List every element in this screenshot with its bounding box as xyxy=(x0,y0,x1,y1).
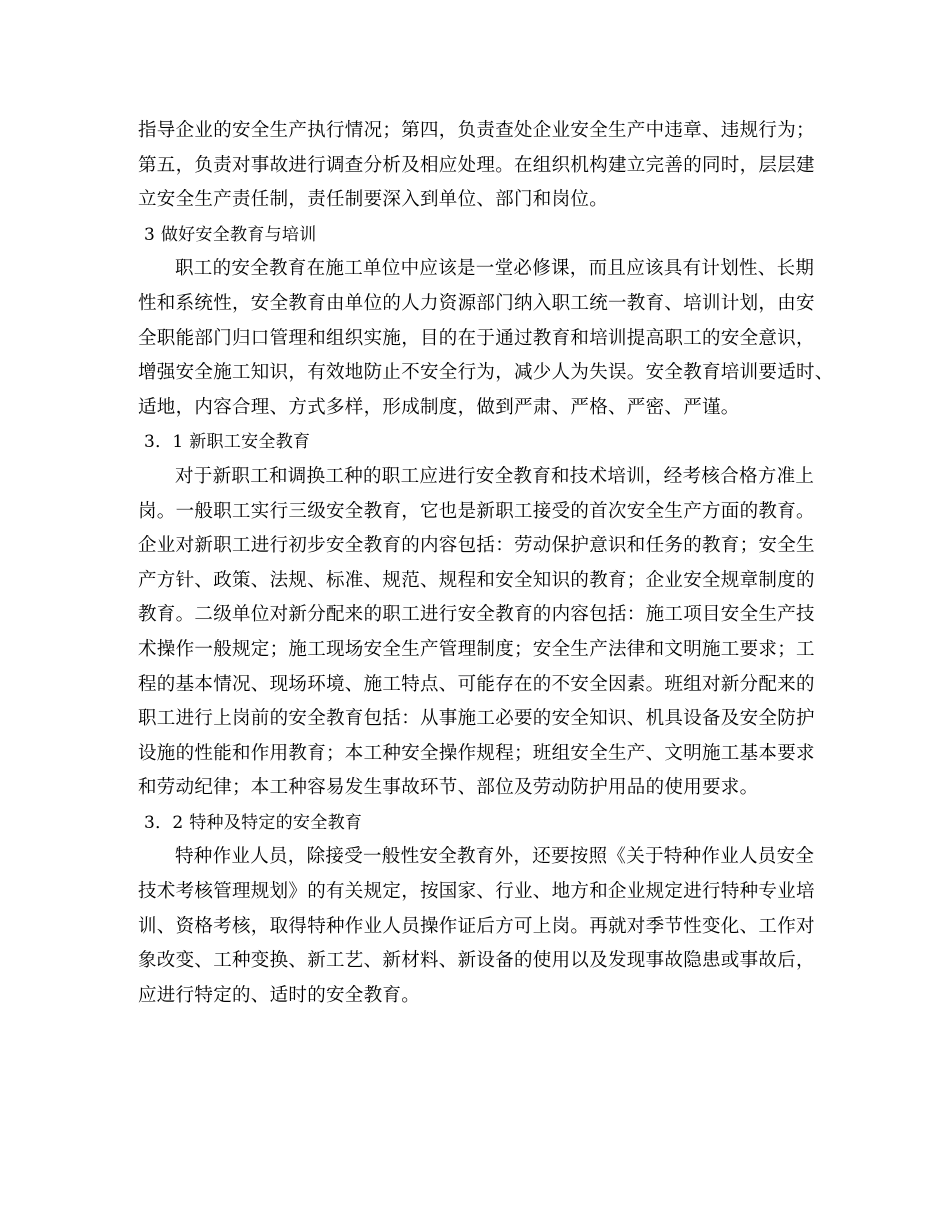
paragraph-line: 第五，负责对事故进行调查分析及相应处理。在组织机构建立完善的同时，层层建 xyxy=(138,154,815,176)
paragraph-line: 和劳动纪律；本工种容易发生事故环节、部位及劳动防护用品的使用要求。 xyxy=(138,777,759,799)
paragraph-line: 职工的安全教育在施工单位中应该是一堂必修课，而且应该具有计划性、长期 xyxy=(175,258,815,280)
paragraph-line: 教育。二级单位对新分配来的职工进行安全教育的内容包括：施工项目安全生产技 xyxy=(138,604,815,626)
paragraph-line: 立安全生产责任制，责任制要深入到单位、部门和岗位。 xyxy=(138,189,609,211)
paragraph-line: 应进行特定的、适时的安全教育。 xyxy=(138,984,421,1006)
paragraph-line: 术操作一般规定；施工现场安全生产管理制度；安全生产法律和文明施工要求；工 xyxy=(138,638,815,660)
section-heading-3: 3 做好安全教育与培训 xyxy=(144,224,317,245)
document-body xyxy=(138,114,834,1013)
section-heading-3-2: 3．2 特种及特定的安全教育 xyxy=(144,812,363,833)
paragraph-line: 指导企业的安全生产执行情况；第四，负责查处企业安全生产中违章、违规行为； xyxy=(138,120,815,141)
paragraph-line: 增强安全施工知识，有效地防止不安全行为，减少人为失误。安全教育培训要适时、 xyxy=(138,362,834,384)
paragraph-line: 适地，内容合理、方式多样，形成制度，做到严肃、严格、严密、严谨。 xyxy=(138,396,740,418)
paragraph-line: 岗。一般职工实行三级安全教育，它也是新职工接受的首次安全生产方面的教育。 xyxy=(138,500,815,522)
paragraph-line: 程的基本情况、现场环境、施工特点、可能存在的不安全因素。班组对新分配来的 xyxy=(138,673,815,695)
paragraph-line: 对于新职工和调换工种的职工应进行安全教育和技术培训，经考核合格方准上 xyxy=(175,465,815,487)
paragraph-line: 性和系统性，安全教育由单位的人力资源部门纳入职工统一教育、培训计划，由安 xyxy=(138,292,815,314)
paragraph-line: 训、资格考核，取得特种作业人员操作证后方可上岗。再就对季节性变化、工作对 xyxy=(138,915,815,937)
paragraph-line: 特种作业人员，除接受一般性安全教育外，还要按照《关于特种作业人员安全 xyxy=(175,846,815,868)
paragraph-line: 产方针、政策、法规、标准、规范、规程和安全知识的教育；企业安全规章制度的 xyxy=(138,569,815,591)
section-heading-3-1: 3．1 新职工安全教育 xyxy=(144,432,311,453)
paragraph-line: 象改变、工种变换、新工艺、新材料、新设备的使用以及发现事故隐患或事故后， xyxy=(138,950,815,972)
paragraph-line: 企业对新职工进行初步安全教育的内容包括：劳动保护意识和任务的教育；安全生 xyxy=(138,535,815,557)
paragraph-line: 职工进行上岗前的安全教育包括：从事施工必要的安全知识、机具设备及安全防护 xyxy=(138,708,815,730)
paragraph-line: 设施的性能和作用教育；本工种安全操作规程；班组安全生产、文明施工基本要求 xyxy=(138,742,815,764)
paragraph-line: 全职能部门归口管理和组织实施，目的在于通过教育和培训提高职工的安全意识， xyxy=(138,327,815,349)
paragraph-line: 技术考核管理规划》的有关规定，按国家、行业、地方和企业规定进行特种专业培 xyxy=(138,881,815,903)
